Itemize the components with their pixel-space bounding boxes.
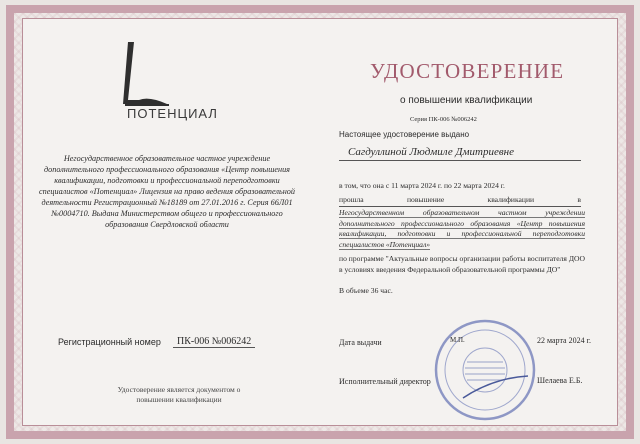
seal-mark-label: М.П. [450,336,465,344]
series-number: Серия ПК-006 №006242 [410,116,477,123]
training-volume: В объеме 36 час. [339,286,393,295]
passed-word: квалификации [487,195,535,204]
issuer-info: Негосударственное образовательное частное учреждение дополнительного профессионального образования «Центр повышения квалификации, подготовки и профессиональной переподготовки специалистов «Потенциал» Лицензия на право ведения образовательной деятельности Регистрационный №18189 от 27.01.2016 г. Серия 66Л01 №0004710. Выдана Министерством общего и профессионального образования Свердловской области [39,154,295,229]
passed-word: в [577,195,581,204]
certificate-subtitle: о повышении квалификации [400,95,533,106]
issue-date-label: Дата выдачи [339,338,382,347]
training-program: по программе "Актуальные вопросы организации работы воспитателя ДОО в условиях введения Федеральной образовательной программы ДО" [339,254,585,274]
seal-stamp-icon [433,318,537,422]
name-underline [339,160,581,161]
director-label: Исполнительный директор [339,377,431,386]
passed-word: повышение [406,195,445,204]
certificate-title: УДОСТОВЕРЕНИЕ [370,59,565,83]
registration-label: Регистрационный номер [58,337,161,347]
issued-to-label: Настоящее удостоверение выдано [339,130,470,139]
registration-number: ПК-006 №006242 [173,336,255,348]
recipient-name: Сагдуллиной Людмиле Дмитриевне [348,146,514,158]
footer-note: Удостоверение является документом о повышении квалификации [117,385,241,404]
logo-text: ПОТЕНЦИАЛ [127,106,218,121]
training-organization [339,208,585,250]
passed-row [339,195,581,207]
passed-word: прошла [339,195,364,204]
issue-date-value: 22 марта 2024 г. [537,336,591,345]
organization-text: Негосударственном образовательном частном учреждении дополнительного профессионального образования «Центр повышения квалификации, подготовки и профессиональной переподготовки специалистов «Потенциал» [339,208,585,249]
director-name: Шелаева Е.Б. [537,376,583,385]
training-dates: в том, что она с 11 марта 2024 г. по 22 марта 2024 г. [339,181,505,190]
